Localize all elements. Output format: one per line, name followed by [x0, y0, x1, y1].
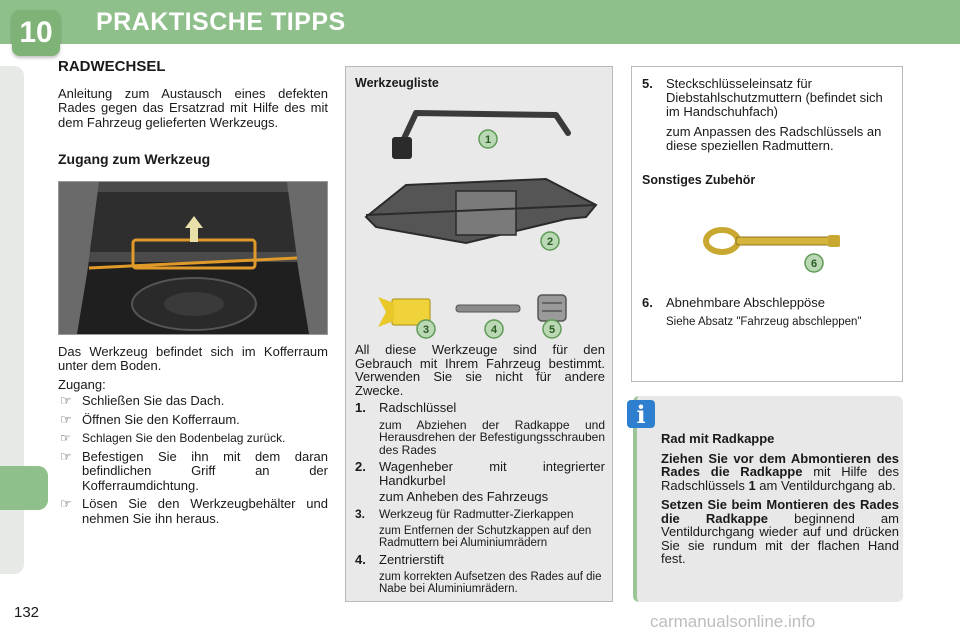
item-label: Zentrierstift — [379, 552, 445, 567]
callout-1 — [479, 130, 497, 148]
svg-text:6: 6 — [810, 258, 818, 270]
tool-item-3 — [355, 508, 605, 522]
info-title: Rad mit Radkappe — [661, 431, 775, 446]
side-rail-tab — [0, 466, 48, 510]
info-bold: Ziehen Sie vor dem Abmontieren des Rades die Radkappe — [661, 450, 899, 479]
step-text: Lösen Sie den Werkzeugbehälter und nehmen Sie ihn heraus. — [82, 496, 328, 526]
tool-list-box — [345, 66, 613, 602]
bullet-hand-icon: ☞ — [60, 496, 72, 511]
tools-illustration — [346, 67, 612, 347]
info-text-run: beginnend am Ventildurchgang wieder auf und drücken Sie sie rundum mit der flachen Hand fest. — [661, 510, 899, 566]
bullet-hand-icon: ☞ — [60, 431, 71, 445]
list-item — [58, 431, 328, 446]
info-text-run: am Ventildurchgang ab. — [755, 477, 896, 493]
watermark: carmanualsonline.info — [650, 612, 816, 631]
info-box — [633, 396, 903, 602]
bullet-hand-icon: ☞ — [60, 448, 72, 464]
accessories-heading: Sonstiges Zubehör — [642, 173, 756, 187]
accessories-box — [631, 66, 903, 382]
item-label: Radschlüssel — [379, 400, 457, 415]
tool-note-3: zum Entfernen der Schutzkappen auf den Radmuttern bei Aluminiumrädern — [379, 525, 592, 549]
info-text — [661, 432, 899, 572]
location-text: Das Werkzeug befindet sich im Kofferraum unter dem Boden. — [58, 343, 328, 373]
callout-2 — [541, 232, 559, 250]
tool-note-4: zum korrekten Aufsetzen des Rades auf die Nabe bei Aluminiumrädern. — [379, 570, 602, 595]
item-number: 5. — [642, 76, 653, 91]
side-rail-lower — [0, 510, 24, 574]
svg-text:5: 5 — [548, 324, 556, 336]
info-paragraph-2 — [661, 498, 899, 566]
svg-text:3: 3 — [422, 324, 430, 336]
info-number: 1 — [748, 477, 756, 493]
step-text: Befestigen Sie ihn mit dem daran befindlichen Griff an der Kofferraumdichtung. — [82, 448, 328, 493]
tool-note-2: zum Anheben des Fahrzeugs — [379, 489, 549, 504]
item-label: Werkzeug für Radmutter-Zierkappen — [379, 506, 574, 521]
info-icon: i — [627, 400, 655, 428]
section-title: RADWECHSEL — [58, 58, 166, 75]
info-text-run: mit Hilfe des Radschlüssels — [661, 464, 899, 493]
info-paragraph-1 — [661, 452, 899, 493]
item-label: Steckschlüsseleinsatz für Diebstahlschutzmuttern (befindet sich im Handschuhfach) — [666, 76, 883, 119]
item-5-block — [642, 77, 898, 153]
item-number: 3. — [355, 506, 366, 521]
tool-item-1 — [355, 401, 605, 415]
callout-3 — [417, 320, 435, 338]
callout-5 — [543, 320, 561, 338]
list-item — [58, 450, 328, 494]
tool-list-header — [355, 76, 603, 90]
item-label: Wagenheber mit integrierter Handkurbel — [379, 459, 605, 488]
intro-text: Anleitung zum Austausch eines defekten Rades gegen das Ersatzrad mit Hilfe des mit dem Fahrzeug gelieferten Werkzeugs. — [58, 85, 328, 130]
access-label: Zugang: — [58, 376, 106, 392]
info-bold: Setzen Sie beim Montieren des Rades die Radkappe — [661, 497, 899, 526]
tool-item-4 — [355, 553, 605, 567]
tool-note-6: Siehe Absatz "Fahrzeug abschleppen" — [666, 316, 862, 328]
step-text: Schlagen Sie den Bodenbelag zurück. — [82, 431, 286, 445]
svg-text:2: 2 — [546, 236, 554, 248]
item-number: 1. — [355, 400, 366, 415]
page-number: 132 — [14, 604, 40, 621]
step-text: Öffnen Sie den Kofferraum. — [82, 411, 240, 427]
trunk-photo — [58, 181, 328, 335]
tool-note-5: zum Anpassen des Radschlüssels an diese speziellen Radmuttern. — [666, 124, 882, 153]
subsection-title: Zugang zum Werkzeug — [58, 151, 211, 167]
step-text: Schließen Sie das Dach. — [82, 393, 225, 408]
item-label: Abnehmbare Abschleppöse — [666, 295, 826, 310]
tool-intro: All diese Werkzeuge sind für den Gebrauch mit Ihrem Fahrzeug bestimmt. Verwenden Sie sie nicht für andere Zwecke. — [355, 342, 605, 398]
callout-6 — [805, 254, 823, 272]
left-column — [58, 60, 328, 530]
svg-text:4: 4 — [490, 324, 498, 336]
jack-illustration — [366, 179, 596, 243]
svg-text:1: 1 — [484, 134, 492, 146]
list-item — [58, 413, 328, 428]
tool-item-5 — [642, 77, 898, 119]
item-number: 6. — [642, 295, 653, 310]
bullet-hand-icon: ☞ — [60, 411, 72, 427]
list-item — [58, 497, 328, 526]
tool-item-2 — [355, 460, 605, 487]
tool-list-text — [355, 343, 605, 595]
centering-pin-illustration — [456, 305, 520, 312]
trunk-illustration — [59, 182, 327, 334]
bullet-hand-icon: ☞ — [60, 393, 72, 408]
callout-4 — [485, 320, 503, 338]
tool-list-heading: Werkzeugliste — [355, 76, 439, 90]
list-item — [58, 394, 328, 409]
item-6-block — [642, 295, 898, 328]
item-number: 2. — [355, 459, 366, 474]
chapter-badge: 10 — [12, 10, 60, 56]
socket-adapter-illustration — [538, 295, 566, 321]
access-steps — [58, 394, 328, 526]
towing-eye-illustration — [692, 219, 872, 279]
side-rail — [0, 66, 24, 466]
item-number: 4. — [355, 552, 366, 567]
page-title: PRAKTISCHE TIPPS — [96, 8, 346, 36]
tool-item-6 — [642, 295, 898, 310]
tool-note-1: zum Abziehen der Radkappe und Herausdrehen der Befestigungsschrauben des Rades — [379, 417, 605, 457]
